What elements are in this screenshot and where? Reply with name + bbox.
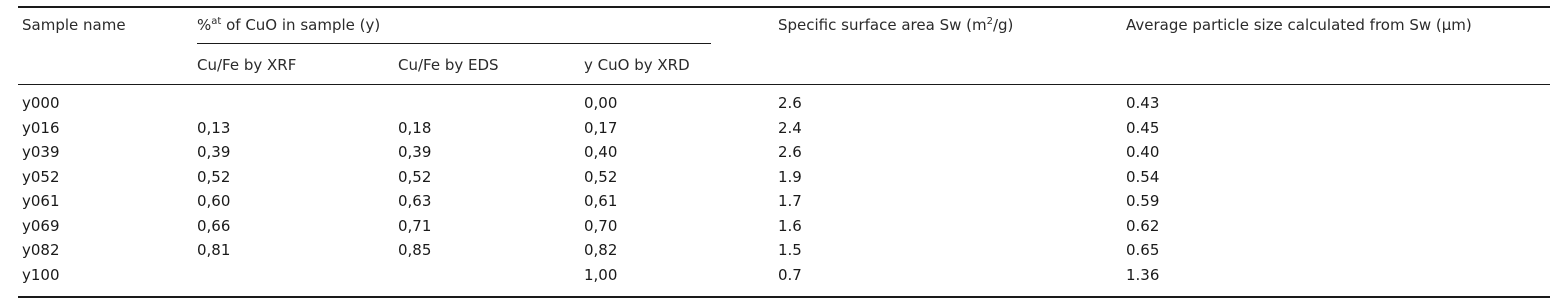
cell-name: y069: [22, 217, 60, 235]
header-bottom-rule: [18, 84, 1550, 85]
bottom-rule: [18, 296, 1550, 298]
cell-name: y082: [22, 241, 60, 259]
cell-xrd: 0,00: [584, 94, 618, 112]
cell-size: 0.65: [1126, 241, 1160, 259]
cell-eds: 0,85: [398, 241, 432, 259]
header-cuo-group: [197, 16, 380, 34]
cell-xrd: 0,52: [584, 168, 618, 186]
cell-ssa: 1.9: [778, 168, 802, 186]
header-cuo-group-prefix: %: [197, 16, 212, 34]
header-ssa-suffix: /g): [992, 16, 1014, 34]
cell-size: 0.40: [1126, 143, 1160, 161]
cell-xrd: 0,70: [584, 217, 618, 235]
cell-xrf: 0,13: [197, 119, 231, 137]
cell-xrf: 0,60: [197, 192, 231, 210]
cell-size: 1.36: [1126, 266, 1160, 284]
header-specific-surface-area: [778, 16, 1013, 34]
header-ssa-prefix: Specific surface area Sw (m: [778, 16, 987, 34]
cell-eds: 0,18: [398, 119, 432, 137]
cell-xrd: 0,61: [584, 192, 618, 210]
cell-ssa: 1.7: [778, 192, 802, 210]
header-particle-size: Average particle size calculated from Sw (µm): [1126, 16, 1472, 34]
cell-size: 0.62: [1126, 217, 1160, 235]
cell-ssa: 2.4: [778, 119, 802, 137]
cell-name: y016: [22, 119, 60, 137]
cell-name: y100: [22, 266, 60, 284]
cell-eds: 0,52: [398, 168, 432, 186]
header-cuo-xrd: y CuO by XRD: [584, 56, 690, 74]
header-cuo-group-sup: at: [211, 16, 222, 27]
cell-xrf: 0,66: [197, 217, 231, 235]
cell-name: y000: [22, 94, 60, 112]
header-cuo-group-suffix: of CuO in sample (y): [221, 16, 381, 34]
header-sample-name: Sample name: [22, 16, 126, 34]
cell-ssa: 2.6: [778, 143, 802, 161]
cell-ssa: 1.5: [778, 241, 802, 259]
cell-name: y052: [22, 168, 60, 186]
cell-name: y039: [22, 143, 60, 161]
cell-xrf: 0,52: [197, 168, 231, 186]
cell-xrf: 0,39: [197, 143, 231, 161]
header-ssa-sup: 2: [986, 16, 993, 27]
cell-xrf: 0,81: [197, 241, 231, 259]
cell-eds: 0,39: [398, 143, 432, 161]
cell-size: 0.59: [1126, 192, 1160, 210]
cell-size: 0.54: [1126, 168, 1160, 186]
header-cufe-xrf: Cu/Fe by XRF: [197, 56, 297, 74]
top-rule: [18, 6, 1550, 8]
header-cufe-eds: Cu/Fe by EDS: [398, 56, 499, 74]
cell-ssa: 1.6: [778, 217, 802, 235]
cell-xrd: 1,00: [584, 266, 618, 284]
cell-xrd: 0,17: [584, 119, 618, 137]
cell-eds: 0,63: [398, 192, 432, 210]
cell-eds: 0,71: [398, 217, 432, 235]
cell-size: 0.43: [1126, 94, 1160, 112]
cell-size: 0.45: [1126, 119, 1160, 137]
cell-xrd: 0,82: [584, 241, 618, 259]
group-underline: [197, 43, 711, 44]
cell-ssa: 0.7: [778, 266, 802, 284]
cell-ssa: 2.6: [778, 94, 802, 112]
cell-name: y061: [22, 192, 60, 210]
cell-xrd: 0,40: [584, 143, 618, 161]
